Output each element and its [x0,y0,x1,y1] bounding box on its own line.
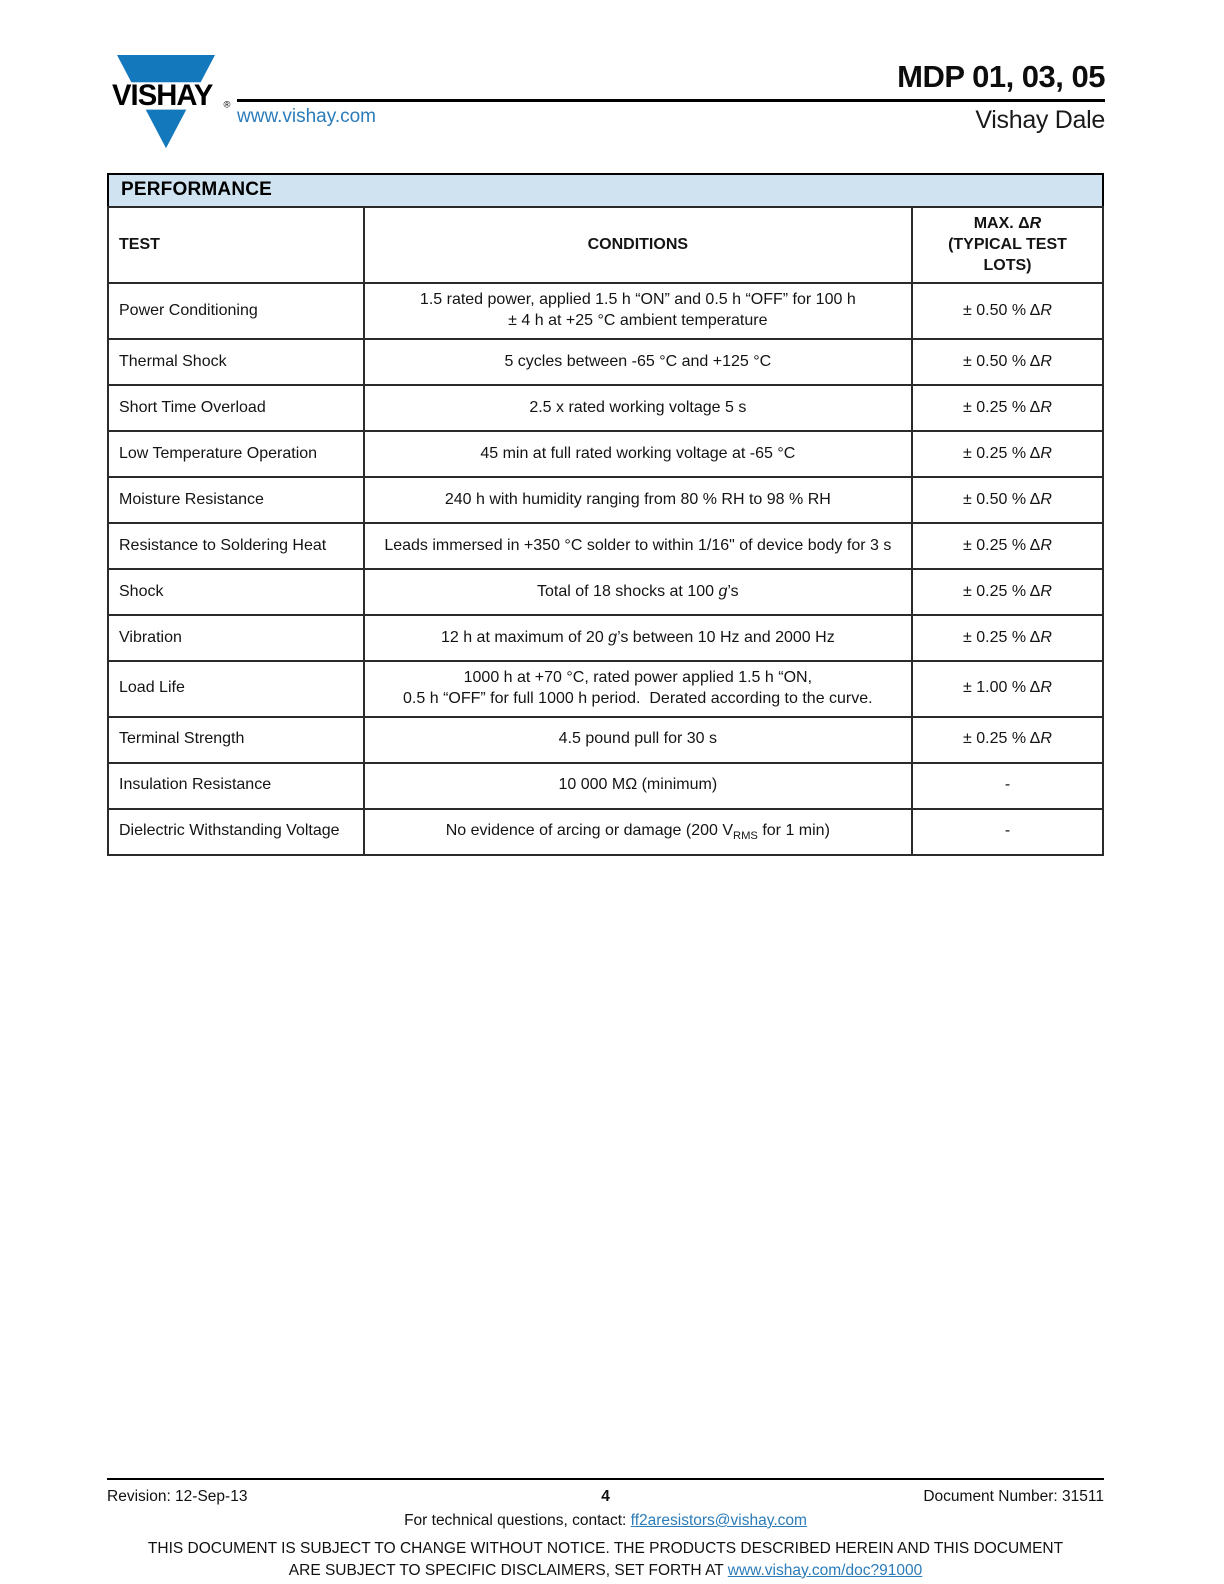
registered-mark: ® [223,98,231,110]
max-delta-r-cell: ± 0.25 % ΔR [912,615,1103,661]
table-row [108,661,1103,717]
table-row [108,283,1103,339]
table-row [108,809,1103,855]
max-delta-r-cell: ± 0.50 % ΔR [912,477,1103,523]
header-divider [237,99,1105,102]
test-cell: Thermal Shock [108,339,364,385]
disclaimer-link[interactable]: www.vishay.com/doc?91000 [727,1561,923,1579]
test-cell: Low Temperature Operation [108,431,364,477]
test-cell: Insulation Resistance [108,763,364,809]
vishay-logo-text: VISHAY [112,79,213,112]
performance-section [107,173,1104,856]
max-delta-r-cell: ± 0.50 % ΔR [912,339,1103,385]
division-name: Vishay Dale [975,105,1105,134]
revision-text: Revision: 12-Sep-13 [107,1488,248,1505]
conditions-cell: 5 cycles between -65 °C and +125 °C [364,339,912,385]
test-cell: Dielectric Withstanding Voltage [108,809,364,855]
table-row [108,615,1103,661]
disclaimer-line2: ARE SUBJECT TO SPECIFIC DISCLAIMERS, SET FORTH AT [288,1561,728,1579]
conditions-cell: No evidence of arcing or damage (200 $V_{RMS}$ for 1 min) [364,809,912,855]
document-title: MDP 01, 03, 05 [897,59,1105,94]
test-cell: Short Time Overload [108,385,364,431]
test-cell: Resistance to Soldering Heat [108,523,364,569]
header-row [108,207,1103,283]
max-delta-r-cell: ± 0.50 % ΔR [912,283,1103,339]
conditions-column-header: CONDITIONS [364,207,912,283]
conditions-cell: 4.5 pound pull for 30 s [364,717,912,763]
contact-email-link[interactable]: ff2aresistors@vishay.com [630,1512,807,1529]
max-delta-r-cell: ± 0.25 % ΔR [912,523,1103,569]
conditions-cell: 1000 h at +70 °C, rated power applied 1.5 h “ON, 0.5 h “OFF” for full 1000 h period. Derated according to the curve. [364,661,912,717]
conditions-cell: Leads immersed in +350 °C solder to within 1/16" of device body for 3 s [364,523,912,569]
table-row [108,477,1103,523]
table-row [108,385,1103,431]
test-cell: Load Life [108,661,364,717]
disclaimer-text [107,1538,1104,1581]
vishay-logo [95,54,237,152]
test-cell: Vibration [108,615,364,661]
max-delta-r-cell: ± 0.25 % ΔR [912,717,1103,763]
conditions-cell: 1.5 rated power, applied 1.5 h “ON” and 0.5 h “OFF” for 100 h ± 4 h at +25 °C ambient temperature [364,283,912,339]
footer-meta-row [107,1488,1104,1506]
performance-table [107,206,1104,856]
document-footer [107,1478,1104,1581]
test-column-header: TEST [108,207,364,283]
contact-text: For technical questions, contact: [404,1512,631,1529]
conditions-cell: 10 000 MΩ (minimum) [364,763,912,809]
test-cell: Terminal Strength [108,717,364,763]
performance-section-title: PERFORMANCE [107,173,1104,206]
table-row [108,523,1103,569]
table-row [108,763,1103,809]
table-row [108,717,1103,763]
conditions-cell: Total of 18 shocks at 100 g’s [364,569,912,615]
test-cell: Moisture Resistance [108,477,364,523]
max-delta-r-cell: - [912,809,1103,855]
website-link[interactable]: www.vishay.com [237,105,377,127]
document-number: Document Number: 31511 [923,1488,1104,1505]
max-delta-r-cell: ± 0.25 % ΔR [912,431,1103,477]
header-subrow [237,106,1105,135]
vishay-logo-icon [95,54,237,152]
max-delta-r-cell: ± 1.00 % ΔR [912,661,1103,717]
max-delta-r-cell: ± 0.25 % ΔR [912,385,1103,431]
test-cell: Power Conditioning [108,283,364,339]
performance-table-body [108,283,1103,854]
conditions-cell: 2.5 x rated working voltage 5 s [364,385,912,431]
conditions-cell: 12 h at maximum of 20 g’s between 10 Hz and 2000 Hz [364,615,912,661]
header-main [237,54,1105,135]
test-cell: Shock [108,569,364,615]
table-row [108,431,1103,477]
disclaimer-line1: THIS DOCUMENT IS SUBJECT TO CHANGE WITHOUT NOTICE. THE PRODUCTS DESCRIBED HEREIN AND THIS DOCUMENT [147,1540,1064,1557]
max-delta-r-cell: - [912,763,1103,809]
document-header [95,54,1105,152]
contact-line [107,1512,1104,1530]
table-row [108,339,1103,385]
table-row [108,569,1103,615]
max-delta-r-column-header: MAX. ΔR (TYPICAL TEST LOTS) [912,207,1103,283]
conditions-cell: 240 h with humidity ranging from 80 % RH to 98 % RH [364,477,912,523]
performance-table-head [108,207,1103,283]
conditions-cell: 45 min at full rated working voltage at -65 °C [364,431,912,477]
page-number: 4 [601,1488,610,1505]
max-delta-r-cell: ± 0.25 % ΔR [912,569,1103,615]
